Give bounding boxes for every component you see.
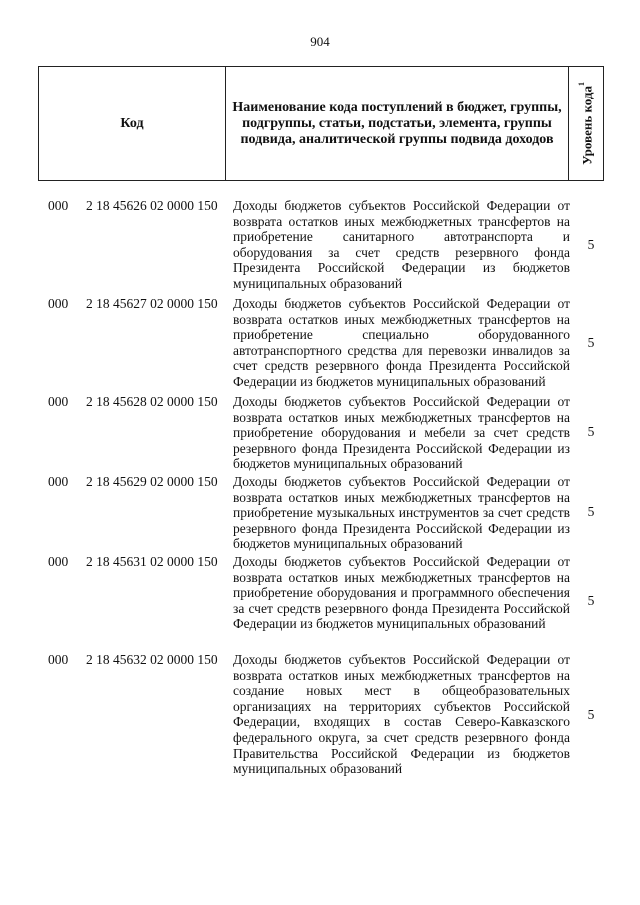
row-level: 5 — [587, 424, 595, 440]
table-row — [0, 472, 640, 552]
table-header — [38, 66, 604, 181]
row-description: Доходы бюджетов субъектов Российской Федерации от возврата остатков иных межбюджетных трансфертов на приобретение оборудования и программного обеспечения за счет средств резервного фонда Президента Российской Федерации из бюджетов муниципальных образований — [233, 554, 570, 632]
row-code: 2 18 45631 02 0000 150 — [86, 554, 218, 569]
table-row — [0, 650, 640, 780]
page-number: 904 — [310, 34, 330, 49]
row-admin-code: 000 — [48, 198, 69, 213]
row-admin-code: 000 — [48, 554, 69, 569]
table-row — [0, 294, 640, 392]
header-level — [569, 67, 603, 180]
header-level-label — [577, 82, 595, 165]
header-code: Код — [39, 67, 226, 180]
table-row — [0, 552, 640, 650]
row-description: Доходы бюджетов субъектов Российской Федерации от возврата остатков иных межбюджетных трансфертов на приобретение специально оборудованного автотранспортного средства для перевозки инвалидов за счет средств резервного фонда Президента Российской Федерации из бюджетов муниципальных образований — [233, 296, 570, 389]
row-admin-code: 000 — [48, 652, 69, 667]
row-level: 5 — [587, 237, 595, 253]
table-body — [0, 196, 640, 780]
header-level-text: Уровень кода — [579, 86, 595, 165]
table-row — [0, 392, 640, 472]
row-code: 2 18 45629 02 0000 150 — [86, 474, 218, 489]
header-level-footnote: 1 — [576, 82, 586, 87]
row-admin-code: 000 — [48, 474, 69, 489]
row-description: Доходы бюджетов субъектов Российской Федерации от возврата остатков иных межбюджетных трансфертов на приобретение санитарного автотранспорта и оборудования за счет средств резервного фонда Президента Российской Федерации из бюджетов муниципальных образований — [233, 198, 570, 291]
row-code: 2 18 45628 02 0000 150 — [86, 394, 218, 409]
row-level: 5 — [587, 335, 595, 351]
row-code: 2 18 45632 02 0000 150 — [86, 652, 218, 667]
table-row — [0, 196, 640, 294]
row-level: 5 — [587, 504, 595, 520]
row-code: 2 18 45626 02 0000 150 — [86, 198, 218, 213]
row-description: Доходы бюджетов субъектов Российской Федерации от возврата остатков иных межбюджетных трансфертов на приобретение музыкальных инструментов за счет средств резервного фонда Президента Российской Федерации из бюджетов муниципальных образований — [233, 474, 570, 552]
row-description: Доходы бюджетов субъектов Российской Федерации от возврата остатков иных межбюджетных трансфертов на создание новых мест в общеобразовательных организациях на территориях субъектов Российской Федерации, входящих в состав Северо-Кавказского федерального округа, за счет средств резервного фонда Правительства Российской Федерации из бюджетов муниципальных образований — [233, 652, 570, 777]
row-level: 5 — [587, 707, 595, 723]
row-code: 2 18 45627 02 0000 150 — [86, 296, 218, 311]
row-level: 5 — [587, 593, 595, 609]
row-admin-code: 000 — [48, 296, 69, 311]
row-admin-code: 000 — [48, 394, 69, 409]
header-name: Наименование кода поступлений в бюджет, группы, подгруппы, статьи, подстатьи, элемента, группы подвида, аналитической группы подвида доходов — [226, 67, 569, 180]
row-description: Доходы бюджетов субъектов Российской Федерации от возврата остатков иных межбюджетных трансфертов на приобретение оборудования и мебели за счет средств резервного фонда Президента Российской Федерации из бюджетов муниципальных образований — [233, 394, 570, 472]
